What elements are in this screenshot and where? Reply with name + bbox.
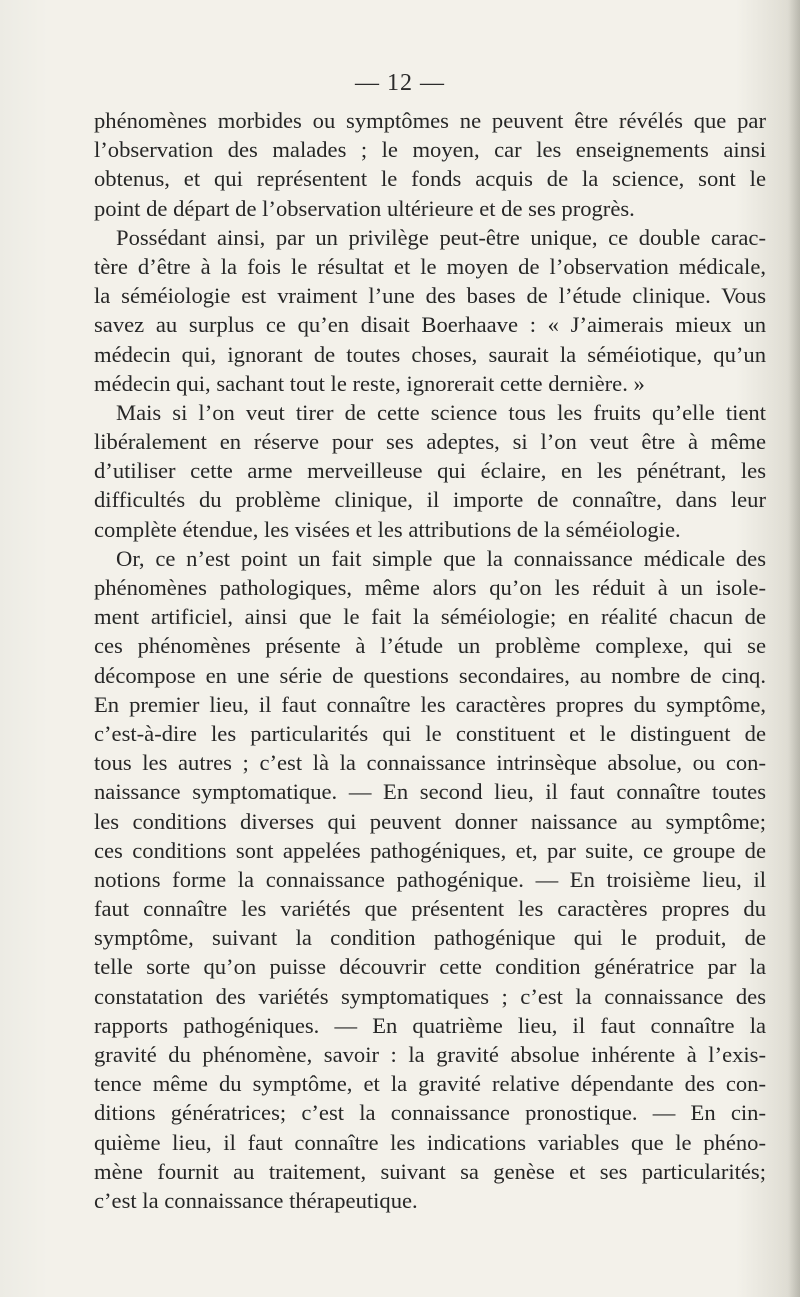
text-line: médecin qui, sachant tout le reste, ignorerait cette dernière. » — [94, 370, 645, 396]
text-line: difficultés du problème clinique, il importe de connaître, dans leur — [94, 487, 766, 513]
text-line: décompose en une série de questions secondaires, au nombre de cinq. — [94, 662, 766, 688]
text-line: complète étendue, les visées et les attributions de la séméiologie. — [94, 516, 681, 542]
text-line: ces phénomènes présente à l’étude un problème complexe, qui se — [94, 633, 766, 659]
text-line: Possédant ainsi, par un privilège peut-être unique, ce double carac- — [116, 224, 766, 250]
text-line: tence même du symptôme, et la gravité relative dépendante des con- — [94, 1071, 766, 1097]
text-line: l’observation des malades ; le moyen, car les enseignements ainsi — [94, 137, 766, 163]
text-line: symptôme, suivant la condition pathogénique qui le produit, de — [94, 925, 766, 951]
page-edge-shadow — [788, 0, 800, 1297]
text-line: Or, ce n’est point un fait simple que la connaissance médicale des — [116, 545, 766, 571]
body-text — [94, 106, 766, 1215]
text-line: obtenus, et qui représentent le fonds acquis de la science, sont le — [94, 166, 766, 192]
text-line: faut connaître les variétés que présentent les caractères propres du — [94, 896, 766, 922]
text-line: mène fournit au traitement, suivant sa genèse et ses particularités; — [94, 1158, 766, 1184]
text-line: Mais si l’on veut tirer de cette science tous les fruits qu’elle tient — [116, 399, 766, 425]
text-line: d’utiliser cette arme merveilleuse qui éclaire, en les pénétrant, les — [94, 458, 766, 484]
text-line: point de départ de l’observation ultérieure et de ses progrès. — [94, 195, 635, 221]
text-line: quième lieu, il faut connaître les indications variables que le phéno- — [94, 1129, 766, 1155]
text-line: naissance symptomatique. — En second lieu, il faut connaître toutes — [94, 779, 766, 805]
text-line: constatation des variétés symptomatiques ; c’est la connaissance des — [94, 983, 766, 1009]
text-line: ment artificiel, ainsi que le fait la séméiologie; en réalité chacun de — [94, 604, 766, 630]
text-line: phénomènes pathologiques, même alors qu’on les réduit à un isole- — [94, 575, 766, 600]
text-line: phénomènes morbides ou symptômes ne peuvent être révélés que par — [94, 108, 766, 133]
page-number: — 12 — — [355, 70, 445, 96]
text-line: les conditions diverses qui peuvent donner naissance au symptôme; — [94, 808, 766, 834]
text-line: rapports pathogéniques. — En quatrième lieu, il faut connaître la — [94, 1012, 766, 1038]
text-line: savez au surplus ce qu’en disait Boerhaave : « J’aimerais mieux un — [94, 312, 766, 338]
text-line: c’est-à-dire les particularités qui le constituent et le distinguent de — [94, 720, 766, 746]
text-line: médecin qui, ignorant de toutes choses, saurait la séméiotique, qu’un — [94, 341, 766, 367]
text-line: ces conditions sont appelées pathogéniques, et, par suite, ce groupe de — [94, 837, 766, 863]
text-line: En premier lieu, il faut connaître les caractères propres du symptôme, — [94, 691, 766, 717]
text-line: libéralement en réserve pour ses adeptes, si l’on veut être à même — [94, 429, 766, 455]
text-line: tère d’être à la fois le résultat et le moyen de l’observation médicale, — [94, 253, 766, 279]
text-line: la séméiologie est vraiment l’une des bases de l’étude clinique. Vous — [94, 283, 766, 309]
text-line: gravité du phénomène, savoir : la gravité absolue inhérente à l’exis- — [94, 1042, 766, 1067]
text-line: ditions génératrices; c’est la connaissance pronostique. — En cin- — [94, 1100, 766, 1126]
text-line: tous les autres ; c’est là la connaissance intrinsèque absolue, ou con- — [94, 750, 766, 776]
text-line: c’est la connaissance thérapeutique. — [94, 1187, 418, 1213]
text-line: notions forme la connaissance pathogénique. — En troisième lieu, il — [94, 866, 766, 892]
text-line: telle sorte qu’on puisse découvrir cette condition génératrice par la — [94, 954, 766, 980]
